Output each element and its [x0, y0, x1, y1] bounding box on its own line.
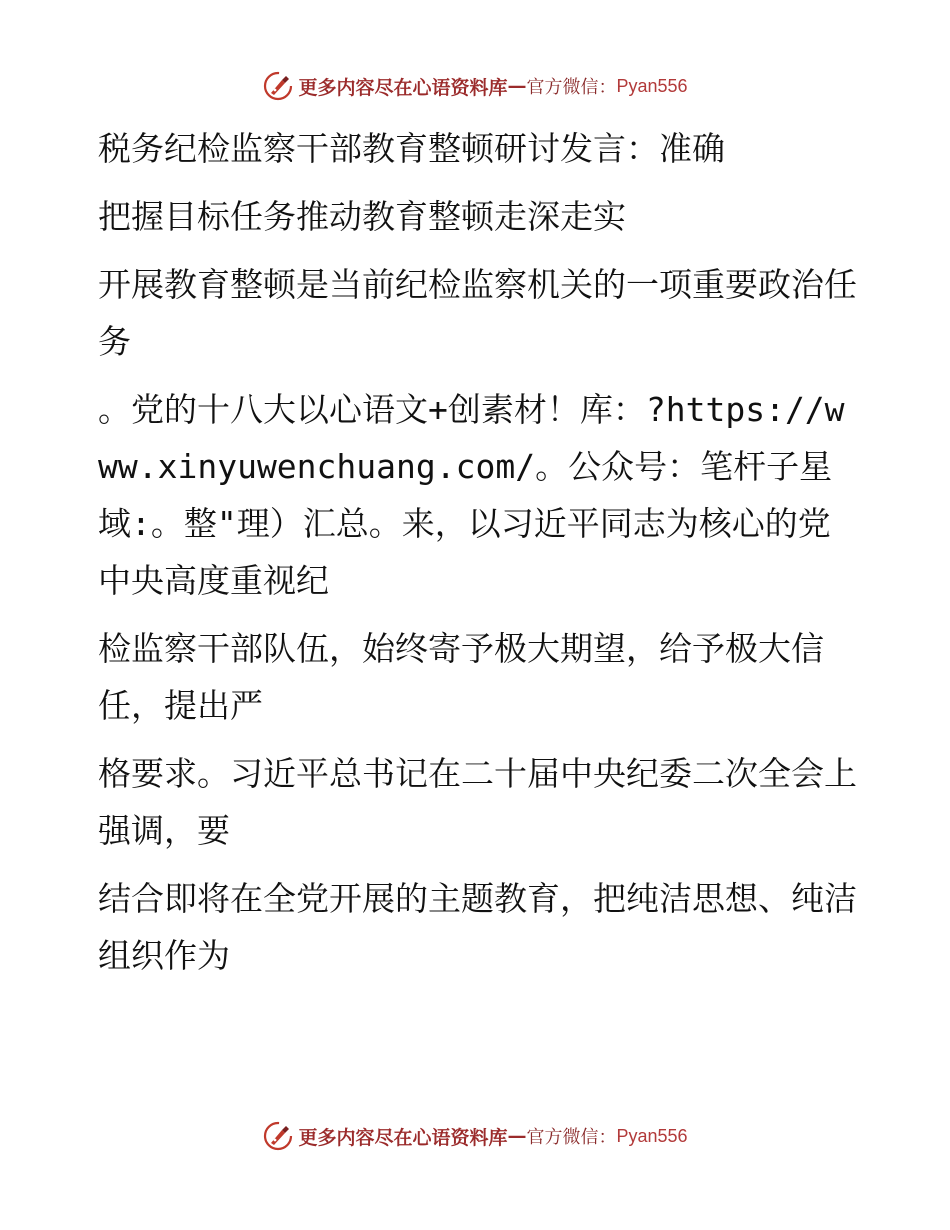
pen-nib-logo-icon	[262, 1120, 294, 1152]
pen-nib-logo-icon	[262, 70, 294, 102]
paragraph-2: 把握目标任务推动教育整顿走深走实	[98, 197, 626, 236]
paragraph-1: 税务纪检监察干部教育整顿研讨发言：准确	[98, 129, 725, 168]
contact-id: Pyan556	[616, 75, 688, 96]
promo-text: 更多内容尽在心语资料库	[298, 1126, 508, 1149]
contact-label: 官方微信：	[526, 77, 617, 98]
paragraph-3: 开展教育整顿是当前纪检监察机关的一项重要政治任务	[98, 265, 857, 361]
paragraph-6: 格要求。习近平总书记在二十届中央纪委二次全会上强调，要	[98, 754, 857, 850]
promo-text: 更多内容尽在心语资料库	[298, 76, 508, 99]
contact-label: 官方微信：	[526, 1127, 617, 1148]
promo-dash: —	[507, 1125, 527, 1147]
paragraph-7: 结合即将在全党开展的主题教育，把纯洁思想、纯洁组织作为	[98, 879, 857, 975]
paragraph-5: 检监察干部队伍，始终寄予极大期望，给予极大信任，提出严	[98, 629, 824, 725]
document-body	[98, 120, 858, 995]
header-banner	[0, 70, 950, 102]
paragraph-4: 。党的十八大以心语文+创素材！库：?https://www.xinyuwenchuang.com/。公众号：笔杆子星域:。整"理）汇总。来，以习近平同志为核心的党中央高度重视纪	[98, 390, 845, 600]
contact-id: Pyan556	[616, 1125, 688, 1146]
promo-dash: —	[507, 75, 527, 97]
footer-banner	[0, 1120, 950, 1152]
